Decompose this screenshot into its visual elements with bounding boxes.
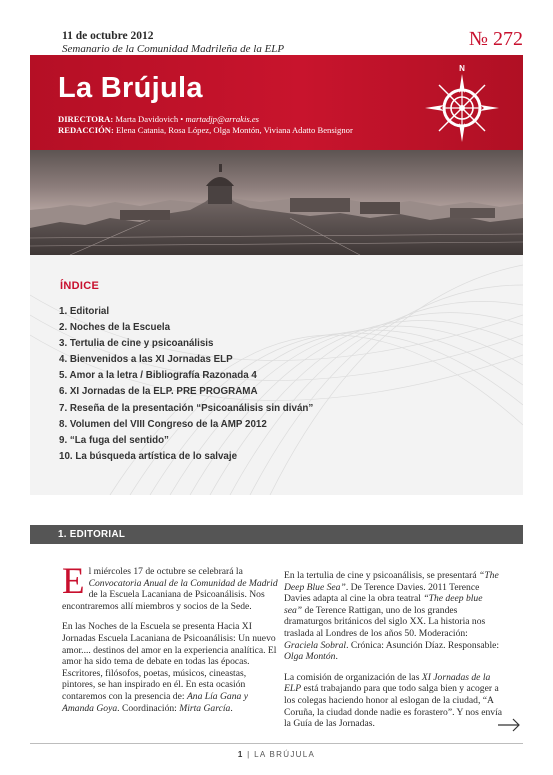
index-item[interactable]: 1. Editorial [59,306,110,317]
page-footer [0,750,553,759]
text-run: de Terence Rattigan, uno de los grandes dramaturgos británicos del siglo XX. La historia nos traslada al Londres de los años 50. Moderación: [284,604,486,639]
index-item[interactable]: 8. Volumen del VIII Congreso de la AMP 2012 [59,418,267,430]
text-run-italic: Graciela Sobral [284,639,347,651]
index-item[interactable]: 4. Bienvenidos a las XI Jornadas ELP [59,354,233,366]
article-column-right [284,570,502,739]
text-run-italic: Mirta García [179,702,231,714]
footer-label: LA BRÚJULA [254,750,316,759]
index-item[interactable]: 7. Reseña de la presentación “Psicoanálisis sin diván” [59,402,314,414]
index-item[interactable]: 9. “La fuga del sentido” [59,434,169,446]
director-email-link[interactable]: martadjp@arrakis.es [185,114,260,124]
director-line [58,114,353,125]
index-item[interactable]: 3. Tertulia de cine y psicoanálisis [59,338,214,350]
index-item[interactable]: 10. La búsqueda artística de lo salvaje [59,450,238,462]
text-run-italic: Ana Lía Gana y Amanda Goya [62,690,248,714]
arrow-right-icon[interactable] [497,718,521,732]
redaccion-names: Elena Catania, Rosa López, Olga Montón, Viviana Adatto Bensignor [116,125,353,135]
footer-separator: | [247,750,251,759]
city-skyline-photo [30,150,523,255]
section-header-bar [30,525,523,544]
text-run: En la tertulia de cine y psicoanálisis, se presentará [284,570,479,581]
article-column-left [62,561,280,723]
compass-icon [419,59,505,147]
index-panel [30,255,523,495]
text-run: de la Escuela Lacaniana de Psicoanálisis. Nos encontraremos allí miembros y socios de la Sede. [62,589,265,612]
text-run: . [335,651,338,663]
text-run: . Coordinación: [117,702,180,714]
index-item[interactable]: 5. Amor a la letra / Bibliografía Razonada 4 [59,370,257,382]
page-number: 1 [237,750,244,759]
director-label: DIRECTORA: [58,114,114,124]
redaccion-label: REDACCIÓN: [58,125,114,135]
index-list [59,304,313,465]
text-run: . De Terence Davies. 2011 Terence Davies adapta al cine la obra teatral [284,581,480,605]
compass-north-letter: N [459,64,465,73]
text-run-italic: XI Jornadas de la ELP [284,671,491,695]
text-run: . [230,702,233,714]
article-paragraph [284,570,502,663]
masthead-banner [30,55,523,150]
text-run-italic: Convocatoria Anual de la Comunidad de Madrid [88,577,278,589]
issue-number: № 272 [468,28,523,50]
text-run: La comisión de organización de las [284,671,422,683]
article-paragraph [62,621,280,714]
issue-date: 11 de octubre 2012 [62,30,154,42]
index-item[interactable]: 6. XI Jornadas de la ELP. PRE PROGRAMA [59,386,258,398]
index-title: ÍNDICE [60,280,100,292]
text-run: l miércoles 17 de octubre se celebrará la [88,566,243,577]
drop-cap: E [62,561,85,602]
text-run-italic: “The Deep Blue Sea” [284,570,499,593]
text-run-italic: Olga Montón [284,651,336,663]
masthead-credits [58,114,353,136]
footer-divider [30,743,523,744]
index-item[interactable]: 2. Noches de la Escuela [59,322,171,334]
text-run: En las Noches de la Escuela se presenta Hacia XI Jornadas Escuela Lacaniana de Psicoanálisis: Un nuevo amor.... destinos del amor en la experiencia analítica. El amor ha sido tema de debate en todas las épocas. Escritores, filósofos, poetas, músicos, cineastas, pintores, se han inspirado en él. En esta ocasión contaremos con la presencia de: [62,621,277,702]
text-run: . Crónica: Asunción Díaz. Responsable: [346,639,500,651]
director-name: Marta Davidovich • [115,114,184,124]
redaccion-line [58,125,353,136]
section-title: 1. EDITORIAL [58,529,126,540]
article-paragraph [284,672,502,730]
text-run: está trabajando para que todo salga bien y acoger a los colegas haciendo honor al eslogan de la ciudad, “A Coruña, la ciudad donde nadie es forastero”. Y nos envía la Guía de las Jornadas. [284,683,503,730]
article-paragraph [62,561,280,612]
text-run-italic: “The deep blue sea” [284,593,483,616]
masthead-title: La Brújula [58,72,203,104]
newsletter-subtitle: Semanario de la Comunidad Madrileña de la ELP [62,43,285,55]
